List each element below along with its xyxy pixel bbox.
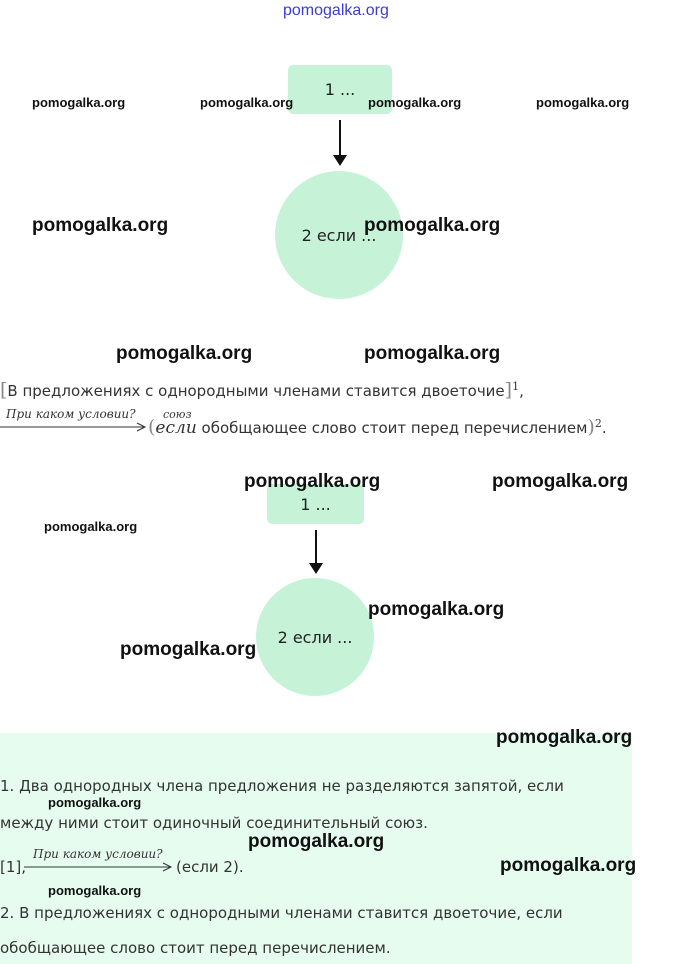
scheme-box-label: 1 ... — [324, 80, 356, 99]
item1-line2: между ними стоит одиночный соединительный союз. — [0, 814, 428, 832]
watermark: pomogalka.org — [116, 343, 253, 364]
rule-sentence-two: обобщающее слово стоит перед перечислением — [196, 419, 588, 437]
long-arrow-icon — [0, 421, 148, 433]
watermark: pomogalka.org — [120, 639, 257, 660]
arrow-head-icon — [309, 563, 323, 574]
bracket-open: [ — [0, 379, 8, 401]
rule-line-one — [0, 379, 524, 401]
formula-right: (если 2). — [176, 858, 244, 876]
rule-end-mark: . — [601, 419, 607, 437]
rule-sup-two: 2 — [594, 417, 602, 430]
paren-close: ) — [587, 416, 595, 438]
watermark: pomogalka.org — [364, 215, 501, 236]
watermark-top: pomogalka.org — [283, 2, 389, 19]
watermark: pomogalka.org — [48, 883, 142, 898]
watermark: pomogalka.org — [244, 471, 381, 492]
arrow-question-label: При каком условии? — [33, 847, 163, 861]
long-arrow-icon — [24, 861, 174, 873]
arrow-question-label: При каком условии? — [6, 407, 136, 421]
rule-sentence-one: В предложениях с однородными членами ставится двоеточие — [7, 382, 505, 400]
conj-label: союз — [163, 408, 192, 421]
watermark: pomogalka.org — [536, 95, 630, 110]
rule-sup-one: 1 — [512, 380, 520, 393]
watermark: pomogalka.org — [492, 471, 629, 492]
scheme-circle-two-bottom — [256, 578, 374, 696]
watermark: pomogalka.org — [32, 215, 169, 236]
scheme-circle-label: 2 если ... — [301, 225, 377, 245]
watermark: pomogalka.org — [368, 599, 505, 620]
paren-open: ( — [148, 416, 156, 438]
item1-line1: 1. Два однородных члена предложения не разделяются запятой, если — [0, 777, 564, 795]
watermark: pomogalka.org — [44, 519, 138, 534]
watermark: pomogalka.org — [200, 95, 294, 110]
arrow-down-icon — [339, 120, 341, 156]
item2-line2: обобщающее слово стоит перед перечислением. — [0, 939, 391, 957]
watermark: pomogalka.org — [32, 95, 126, 110]
arrow-head-icon — [333, 155, 347, 166]
watermark: pomogalka.org — [48, 795, 142, 810]
scheme-box-label: 1 ... — [300, 494, 331, 514]
formula-left: [1], — [0, 858, 27, 876]
bracket-close: ] — [504, 379, 513, 401]
conj-word: если — [155, 418, 197, 438]
watermark: pomogalka.org — [500, 855, 637, 876]
item2-line1: 2. В предложениях с однородными членами ставится двоеточие, если — [0, 904, 563, 922]
scheme-circle-label: 2 если ... — [277, 627, 353, 647]
rule-comma: , — [519, 382, 524, 400]
watermark: pomogalka.org — [368, 95, 462, 110]
watermark: pomogalka.org — [248, 831, 385, 852]
arrow-down-icon — [315, 530, 317, 564]
rule-line-two — [148, 416, 607, 438]
watermark: pomogalka.org — [364, 343, 501, 364]
watermark: pomogalka.org — [496, 727, 633, 748]
